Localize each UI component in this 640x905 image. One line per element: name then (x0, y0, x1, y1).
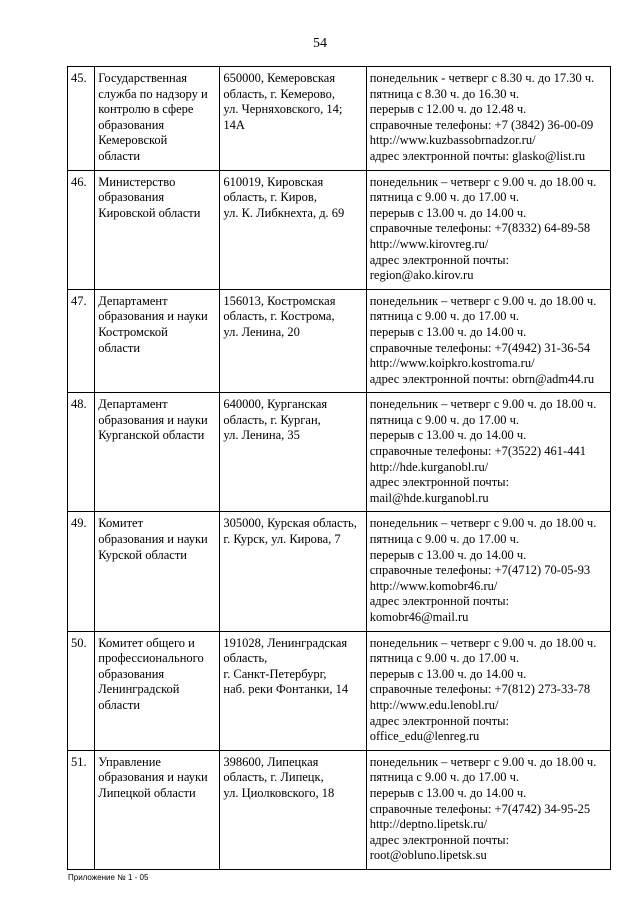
organization-name-line: образования (98, 190, 165, 205)
organization-contacts (366, 393, 610, 512)
organization-contacts-line: region@ako.kirov.ru (369, 268, 474, 283)
organization-contacts-line: http://www.komobr46.ru/ (369, 578, 498, 593)
organization-name-line: Департамент (98, 397, 168, 412)
organization-address-line: 305000, Курская область, (223, 516, 357, 531)
organization-address-line: 14А (223, 117, 245, 132)
organization-contacts-line: komobr46@mail.ru (369, 610, 469, 624)
organization-address-line: область, г. Кемерово, (223, 86, 335, 101)
organization-contacts-line: адрес электронной почты: (369, 713, 510, 728)
table-row (68, 393, 611, 512)
organization-name-line: образования и науки (98, 412, 208, 427)
organization-contacts-line: перерыв с 12.00 ч. до 12.48 ч. (369, 102, 527, 117)
table-row (68, 170, 611, 289)
organization-contacts-line: перерыв с 13.00 ч. до 14.00 ч. (369, 428, 527, 443)
organization-contacts-line: понедельник – четверг с 9.00 ч. до 18.00 ч. (369, 397, 597, 412)
page-number: 54 (313, 36, 327, 51)
organization-name (95, 67, 220, 171)
organization-name-line: Костромской (98, 324, 168, 339)
organization-contacts-line: office_edu@lenreg.ru (369, 729, 480, 744)
footer-note: Приложение № 1 - 05 (68, 873, 149, 882)
organization-address (220, 67, 366, 171)
row-number: 50. (68, 631, 95, 750)
organization-contacts (366, 170, 610, 289)
organization-address-line: 156013, Костромская (223, 293, 336, 308)
organization-contacts (366, 631, 610, 750)
organization-contacts-line: перерыв с 13.00 ч. до 14.00 ч. (369, 666, 527, 681)
organization-contacts-line: пятница с 8.30 ч. до 16.30 ч. (369, 86, 519, 101)
organization-contacts-line: справочные телефоны: +7(4942) 31-36-54 (369, 340, 591, 355)
organization-contacts-line: справочные телефоны: +7(4742) 34-95-25 (369, 801, 591, 816)
organization-contacts-line: пятница с 9.00 ч. до 17.00 ч. (369, 412, 519, 427)
organization-contacts-line: mail@hde.kurganobl.ru (369, 490, 489, 505)
organization-name-line: Кемеровской (98, 133, 168, 148)
organization-contacts-line: справочные телефоны: +7 (3842) 36-00-09 (369, 117, 594, 132)
organization-address-line: 650000, Кемеровская (223, 71, 336, 85)
organization-address (220, 750, 366, 869)
organization-address-line: 640000, Курганская (223, 397, 328, 412)
organization-address-line: область, г. Кострома, (223, 309, 335, 324)
table-row (68, 67, 611, 171)
row-number: 47. (68, 289, 95, 393)
organization-contacts-line: справочные телефоны: +7(8332) 64-89-58 (369, 221, 591, 236)
row-number: 45. (68, 67, 95, 171)
organization-contacts-line: справочные телефоны: +7(812) 273-33-78 (369, 682, 591, 697)
organization-name (95, 631, 220, 750)
organization-address-line: г. Курск, ул. Кирова, 7 (223, 532, 341, 547)
organization-contacts-line: http://deptno.lipetsk.ru/ (369, 817, 488, 832)
organization-name (95, 393, 220, 512)
organization-name-line: образования и науки (98, 532, 208, 547)
organization-contacts-line: понедельник - четверг с 8.30 ч. до 17.30 ч. (369, 71, 595, 85)
organization-address-line: 398600, Липецкая (223, 754, 319, 769)
organization-name-line: Липецкой области (98, 785, 196, 800)
organization-address (220, 393, 366, 512)
organization-name-line: Ленинградской (98, 682, 180, 697)
table-row (68, 512, 611, 631)
organization-contacts-line: адрес электронной почты: obrn@adm44.ru (369, 371, 595, 386)
organization-address-line: 610019, Кировская (223, 174, 324, 189)
row-number: 46. (68, 170, 95, 289)
organization-contacts-line: пятница с 9.00 ч. до 17.00 ч. (369, 190, 519, 205)
organization-address (220, 631, 366, 750)
organization-address (220, 289, 366, 393)
organization-contacts (366, 750, 610, 869)
organizations-table (67, 66, 611, 870)
organization-contacts-line: перерыв с 13.00 ч. до 14.00 ч. (369, 324, 527, 339)
organization-name-line: Комитет (98, 516, 144, 531)
organization-contacts-line: адрес электронной почты: (369, 252, 510, 267)
organization-address-line: ул. К. Либкнехта, д. 69 (223, 205, 345, 220)
organization-name-line: Курской области (98, 547, 187, 562)
organization-contacts-line: понедельник – четверг с 9.00 ч. до 18.00 ч. (369, 293, 597, 308)
organization-name-line: образования (98, 666, 165, 681)
organization-name-line: Курганской области (98, 428, 205, 443)
organization-contacts-line: перерыв с 13.00 ч. до 14.00 ч. (369, 785, 527, 800)
organization-address-line: ул. Ленина, 35 (223, 428, 300, 443)
organization-name-line: области (98, 148, 141, 163)
organization-address (220, 170, 366, 289)
organization-name (95, 289, 220, 393)
organization-name (95, 512, 220, 631)
organization-name-line: Управление (98, 754, 161, 769)
organization-contacts-line: пятница с 9.00 ч. до 17.00 ч. (369, 651, 519, 666)
organization-name-line: области (98, 340, 141, 355)
organization-address-line: 191028, Ленинградская (223, 635, 348, 650)
organization-address (220, 512, 366, 631)
organization-contacts-line: http://hde.kurganobl.ru/ (369, 459, 489, 474)
organization-address-line: область, (223, 651, 268, 666)
organization-name (95, 750, 220, 869)
organization-contacts-line: адрес электронной почты: (369, 475, 510, 490)
organization-contacts-line: перерыв с 13.00 ч. до 14.00 ч. (369, 205, 527, 220)
table-row (68, 289, 611, 393)
table-body (68, 67, 611, 870)
table-row (68, 631, 611, 750)
organization-contacts-line: пятница с 9.00 ч. до 17.00 ч. (369, 770, 519, 785)
organization-contacts-line: пятница с 9.00 ч. до 17.00 ч. (369, 532, 519, 547)
organization-name-line: образования и науки (98, 770, 208, 785)
organization-name-line: области (98, 697, 141, 712)
organization-name-line: Департамент (98, 293, 168, 308)
organization-contacts-line: root@obluno.lipetsk.su (369, 848, 487, 863)
organization-address-line: область, г. Киров, (223, 190, 317, 205)
organization-contacts (366, 67, 610, 171)
organization-contacts-line: адрес электронной почты: (369, 594, 510, 609)
organization-name-line: профессионального (98, 651, 204, 666)
organization-address-line: ул. Циолковского, 18 (223, 785, 335, 800)
organization-name (95, 170, 220, 289)
organization-contacts-line: адрес электронной почты: glasko@list.ru (369, 148, 586, 163)
organization-contacts-line: перерыв с 13.00 ч. до 14.00 ч. (369, 547, 527, 562)
organization-contacts-line: справочные телефоны: +7(3522) 461-441 (369, 444, 586, 459)
organization-contacts (366, 512, 610, 631)
organization-name-line: служба по надзору и (98, 86, 208, 101)
organization-name-line: образования и науки (98, 309, 208, 324)
organization-contacts-line: пятница с 9.00 ч. до 17.00 ч. (369, 309, 519, 324)
organization-name-line: Кировской области (98, 205, 201, 220)
organization-contacts (366, 289, 610, 393)
table-row (68, 750, 611, 869)
organization-contacts-line: понедельник – четверг с 9.00 ч. до 18.00 ч. (369, 174, 597, 189)
organization-contacts-line: понедельник – четверг с 9.00 ч. до 18.00 ч. (369, 516, 597, 531)
organization-address-line: г. Санкт-Петербург, (223, 666, 327, 681)
organization-name-line: Государственная (98, 71, 188, 85)
organization-contacts-line: http://www.edu.lenobl.ru/ (369, 697, 499, 712)
organization-address-line: область, г. Курган, (223, 412, 321, 427)
organization-contacts-line: справочные телефоны: +7(4712) 70-05-93 (369, 563, 591, 578)
organization-name-line: Министерство (98, 174, 176, 189)
organization-contacts-line: http://www.koipkro.kostroma.ru/ (369, 356, 535, 371)
organization-contacts-line: http://www.kirovreg.ru/ (369, 236, 489, 251)
row-number: 48. (68, 393, 95, 512)
organization-contacts-line: понедельник – четверг с 9.00 ч. до 18.00 ч. (369, 754, 597, 769)
organization-contacts-line: адрес электронной почты: (369, 832, 510, 847)
organization-contacts-line: понедельник – четверг с 9.00 ч. до 18.00 ч. (369, 635, 597, 650)
organization-name-line: образования (98, 117, 165, 132)
row-number: 51. (68, 750, 95, 869)
organization-contacts-line: http://www.kuzbassobrnadzor.ru/ (369, 133, 536, 148)
organization-address-line: ул. Черняховского, 14; (223, 102, 343, 117)
organization-name-line: контролю в сфере (98, 102, 194, 117)
organization-name-line: Комитет общего и (98, 635, 195, 650)
organization-address-line: наб. реки Фонтанки, 14 (223, 682, 349, 697)
organization-address-line: ул. Ленина, 20 (223, 324, 300, 339)
row-number: 49. (68, 512, 95, 631)
organization-address-line: область, г. Липецк, (223, 770, 324, 785)
